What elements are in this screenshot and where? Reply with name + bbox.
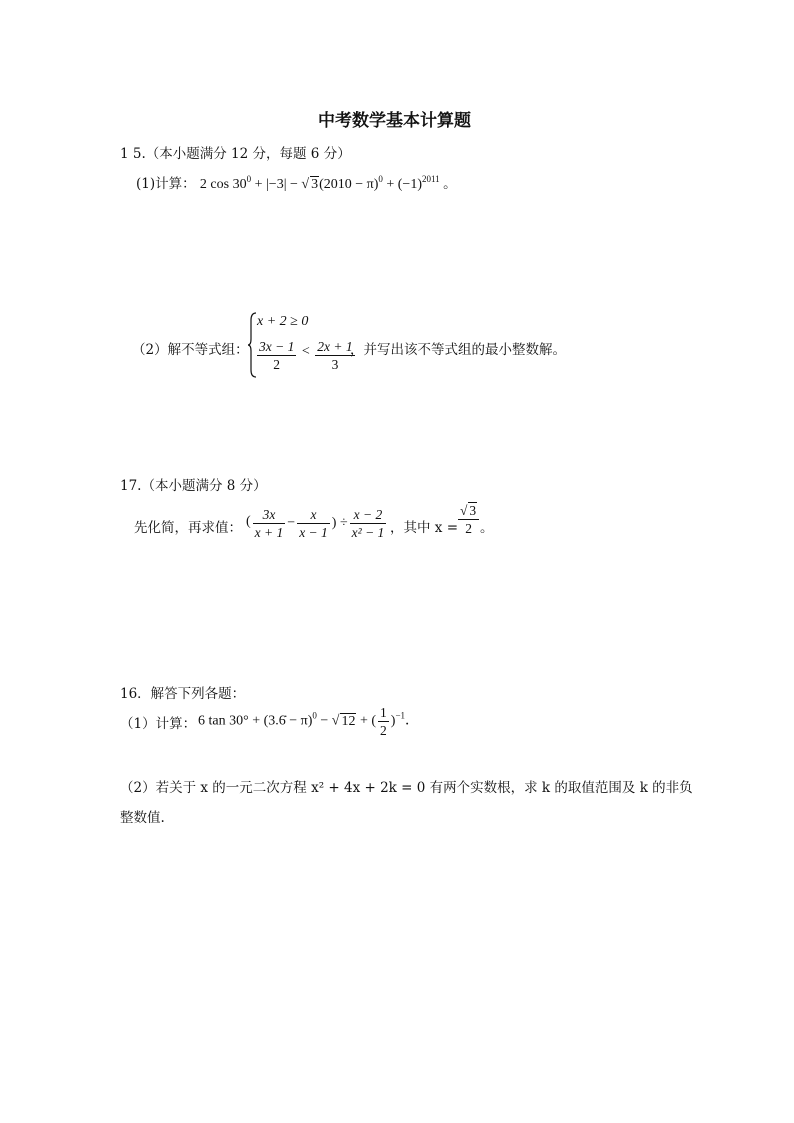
- q16-part2-line2: 整数值.: [120, 810, 165, 826]
- q17-end: 。: [480, 520, 494, 536]
- q17-header: 17.（本小题满分 8 分）: [120, 478, 267, 494]
- q16-part2-line1: （2）若关于 x 的一元二次方程 x² + 4x + 2k = 0 有两个实数根，求 k 的取值范围及 k 的非负: [120, 780, 693, 796]
- q15-part1-expression: 2 $\cos 30^0 + |-3|$ − √ $3(2010 - \pi)^0 + (-1)^{2011}$: [199, 174, 440, 192]
- q15-ineq-line2: $\frac{3x - 1}{2}$ < $\frac{2x + 1}{3}$: [259, 339, 353, 372]
- q16-part1-expression: 6 tan 30° + (3.6̇ − π)$^0$ − √ 12 + ( $\frac{1}{2}$ )$^{-1}$．: [198, 705, 420, 738]
- q17-value: $\frac{√ 3}{2}$: [456, 502, 481, 537]
- q15-part2-label: （2）解不等式组：: [132, 342, 249, 358]
- q17-expression: ( $\frac{3x}{x + 1}$ − $\frac{x}{x - 1}$ ) ÷ $\frac{x - 2}{\text{x² − 1}}$: [246, 507, 385, 540]
- q15-part1-label: (1)计算：: [136, 176, 196, 192]
- q15-part2-tail: ，并写出该不等式组的最小整数解。: [350, 342, 566, 358]
- q15-header: 1 5.（本小题满分 12 分，每题 6 分）: [120, 146, 351, 162]
- page-title: 中考数学基本计算题: [318, 111, 471, 131]
- q16-header: 16．解答下列各题：: [120, 686, 246, 702]
- q15-part1: (1)计算： 2 $\cos 30^0 + |-3|$ − √ $3(2010 - \pi)^0 + (-1)^{2011}$ 。: [136, 174, 457, 192]
- q17-mid: ，其中 x =: [390, 520, 459, 536]
- q16-part1-label: （1）计算：: [120, 716, 197, 732]
- q17-label: 先化简，再求值：: [134, 520, 242, 536]
- q15-ineq-line1: x + 2 ≥ 0: [257, 314, 309, 329]
